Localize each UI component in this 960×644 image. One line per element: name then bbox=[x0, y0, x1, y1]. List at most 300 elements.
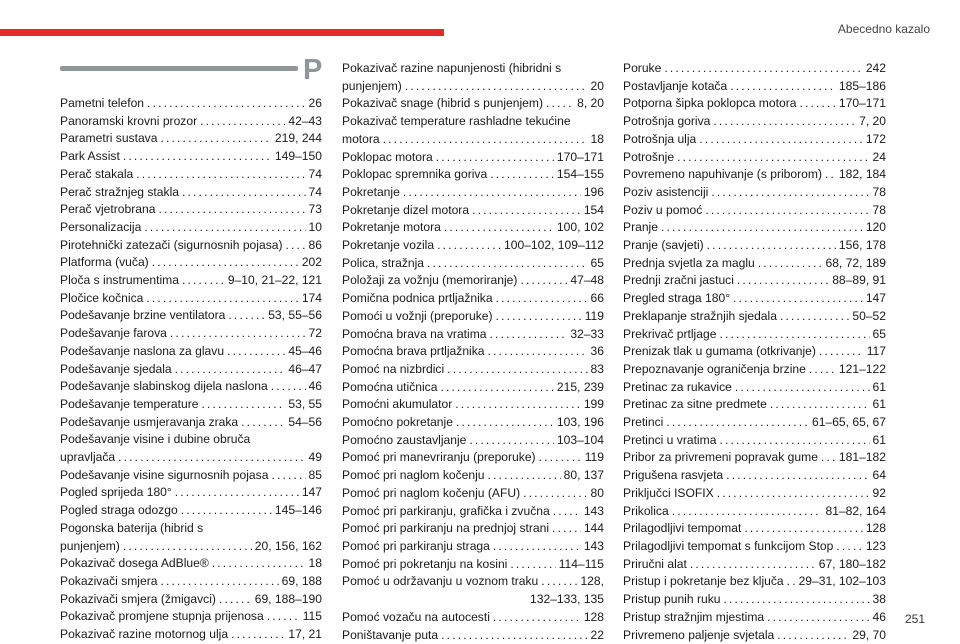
index-entry bbox=[342, 573, 604, 608]
index-row bbox=[342, 538, 604, 556]
index-entry bbox=[60, 254, 322, 272]
index-term: Pomoć u održavanju u voznom traku bbox=[342, 573, 538, 591]
dot-leader bbox=[690, 556, 816, 574]
page-reference: 80 bbox=[591, 485, 604, 503]
dot-leader bbox=[241, 414, 285, 432]
page-reference-continued: 132–133, 135 bbox=[342, 591, 604, 609]
dot-leader bbox=[403, 184, 581, 202]
index-row bbox=[623, 184, 886, 202]
dot-leader bbox=[523, 485, 587, 503]
index-entry bbox=[60, 325, 322, 343]
index-term: Pristup stražnjim mjestima bbox=[623, 609, 764, 627]
index-term: Potrošnja goriva bbox=[623, 113, 710, 131]
index-row bbox=[60, 449, 322, 467]
dot-leader bbox=[666, 414, 809, 432]
page-reference: 174 bbox=[302, 290, 322, 308]
index-row bbox=[342, 255, 604, 273]
dot-leader bbox=[780, 308, 849, 326]
dot-leader bbox=[799, 95, 835, 113]
index-entry bbox=[623, 396, 886, 414]
index-entry bbox=[342, 379, 604, 397]
index-term: Pomoćno pokretanje bbox=[342, 414, 453, 432]
index-term: Park Assist bbox=[60, 148, 120, 166]
index-entry bbox=[623, 503, 886, 521]
dot-leader bbox=[219, 591, 252, 609]
page-reference: 119 bbox=[585, 449, 604, 467]
index-row bbox=[60, 130, 322, 148]
index-row bbox=[623, 326, 886, 344]
index-row bbox=[342, 361, 604, 379]
index-entry bbox=[623, 219, 886, 237]
page-reference: 36 bbox=[591, 343, 604, 361]
page-reference: 119 bbox=[585, 308, 604, 326]
dot-leader bbox=[553, 503, 581, 521]
index-entry bbox=[623, 343, 886, 361]
index-row bbox=[60, 325, 322, 343]
page-reference: 128 bbox=[584, 609, 604, 627]
index-term: Pokretanje dizel motora bbox=[342, 202, 469, 220]
index-entry bbox=[623, 308, 886, 326]
index-row bbox=[623, 414, 886, 432]
dot-leader bbox=[227, 343, 285, 361]
index-term: Pomoćna brava prtljažnika bbox=[342, 343, 485, 361]
index-entry bbox=[60, 219, 322, 237]
dot-leader bbox=[552, 520, 581, 538]
dot-leader bbox=[707, 237, 836, 255]
index-term: Podešavanje naslona za glavu bbox=[60, 343, 224, 361]
dot-leader bbox=[123, 148, 272, 166]
dot-leader bbox=[447, 361, 587, 379]
index-entry bbox=[342, 432, 604, 450]
index-row bbox=[623, 149, 886, 167]
dot-leader bbox=[158, 201, 305, 219]
dot-leader bbox=[175, 361, 286, 379]
index-entry bbox=[342, 202, 604, 220]
index-term: Pretinac za rukavice bbox=[623, 379, 732, 397]
index-entry bbox=[342, 255, 604, 273]
page-reference: 219, 244 bbox=[275, 130, 322, 148]
dot-leader bbox=[836, 538, 862, 556]
dot-leader bbox=[490, 326, 568, 344]
page-reference: 67, 180–182 bbox=[819, 556, 886, 574]
index-term: Pogled straga odozgo bbox=[60, 502, 178, 520]
index-entry bbox=[60, 608, 322, 626]
dot-leader bbox=[767, 609, 869, 627]
page-reference: 156, 178 bbox=[839, 237, 886, 255]
index-row bbox=[60, 307, 322, 325]
dot-leader bbox=[144, 219, 305, 237]
index-row bbox=[342, 290, 604, 308]
page-reference: 172 bbox=[866, 131, 886, 149]
index-row bbox=[60, 166, 322, 184]
index-term: Pristup punih ruku bbox=[623, 591, 720, 609]
index-entry bbox=[60, 148, 322, 166]
page-reference: 120 bbox=[866, 219, 886, 237]
index-term: Pomoć pri pokretanju na kosini bbox=[342, 556, 507, 574]
index-term: Pločice kočnica bbox=[60, 290, 143, 308]
index-row bbox=[60, 272, 322, 290]
index-row bbox=[60, 113, 322, 131]
index-term: Podešavanje farova bbox=[60, 325, 167, 343]
index-entry bbox=[342, 326, 604, 344]
index-entry bbox=[60, 184, 322, 202]
dot-leader bbox=[437, 237, 501, 255]
index-term: Podešavanje slabinskog dijela naslona bbox=[60, 378, 268, 396]
dot-leader bbox=[809, 361, 836, 379]
index-term: Personalizacija bbox=[60, 219, 141, 237]
page-reference: 115 bbox=[303, 608, 322, 626]
index-entry bbox=[623, 60, 886, 78]
page-reference: 170–171 bbox=[839, 95, 886, 113]
index-row bbox=[60, 467, 322, 485]
dot-leader bbox=[212, 555, 306, 573]
index-entry bbox=[60, 343, 322, 361]
index-row bbox=[623, 255, 886, 273]
page-reference: 49 bbox=[309, 449, 322, 467]
page-reference: 53, 55 bbox=[288, 396, 322, 414]
page-reference: 65 bbox=[591, 255, 604, 273]
index-row bbox=[623, 449, 886, 467]
index-row bbox=[342, 343, 604, 361]
dot-leader bbox=[456, 414, 554, 432]
index-row bbox=[342, 449, 604, 467]
index-row bbox=[623, 432, 886, 450]
page-reference: 7, 20 bbox=[859, 113, 886, 131]
dot-leader bbox=[744, 520, 863, 538]
index-term: Pokazivači smjera (žmigavci) bbox=[60, 591, 216, 609]
dot-leader bbox=[496, 290, 588, 308]
page-reference: 143 bbox=[584, 503, 604, 521]
dot-leader bbox=[228, 307, 265, 325]
dot-leader bbox=[267, 608, 300, 626]
dot-leader bbox=[147, 95, 306, 113]
dot-leader bbox=[819, 343, 864, 361]
index-term: Podešavanje sjedala bbox=[60, 361, 172, 379]
page-reference: 8, 20 bbox=[577, 95, 604, 113]
index-term: Pomoći u vožnji (preporuke) bbox=[342, 308, 493, 326]
index-entry bbox=[342, 414, 604, 432]
index-term: Pokretanje bbox=[342, 184, 400, 202]
page-reference: 61 bbox=[873, 396, 886, 414]
index-entry bbox=[60, 467, 322, 485]
index-entry bbox=[342, 485, 604, 503]
index-row bbox=[342, 202, 604, 220]
index-row bbox=[60, 502, 322, 520]
dot-leader bbox=[488, 343, 588, 361]
page-reference: 72 bbox=[309, 325, 322, 343]
index-entry bbox=[60, 95, 322, 113]
index-row bbox=[60, 254, 322, 272]
index-term: Platforma (vuča) bbox=[60, 254, 149, 272]
index-term-line: Pokazivač razine napunjenosti (hibridni s bbox=[342, 60, 604, 78]
index-row bbox=[342, 414, 604, 432]
page-reference: 64 bbox=[873, 467, 886, 485]
index-row bbox=[60, 538, 322, 556]
page-reference: 88–89, 91 bbox=[832, 272, 886, 290]
index-row bbox=[60, 396, 322, 414]
dot-leader bbox=[730, 78, 836, 96]
index-term: Pranje (savjeti) bbox=[623, 237, 704, 255]
index-row bbox=[60, 573, 322, 591]
dot-leader bbox=[136, 166, 305, 184]
index-entry bbox=[623, 520, 886, 538]
index-term: Poziv u pomoć bbox=[623, 202, 702, 220]
page-reference: 53, 55–56 bbox=[268, 307, 322, 325]
page-reference: 100–102, 109–112 bbox=[504, 237, 604, 255]
dot-leader bbox=[661, 219, 863, 237]
index-term: Pomoć na nizbrdici bbox=[342, 361, 444, 379]
page-reference: 74 bbox=[309, 184, 322, 202]
index-row bbox=[342, 78, 604, 96]
index-entry bbox=[623, 414, 886, 432]
index-entry bbox=[623, 467, 886, 485]
dot-leader bbox=[271, 378, 306, 396]
dot-leader bbox=[539, 449, 582, 467]
index-row bbox=[60, 555, 322, 573]
index-row bbox=[342, 520, 604, 538]
page-reference: 61 bbox=[873, 432, 886, 450]
index-entry bbox=[623, 326, 886, 344]
page-reference: 121–122 bbox=[839, 361, 886, 379]
index-term: Pomoćni akumulator bbox=[342, 396, 452, 414]
index-row bbox=[623, 627, 886, 644]
page-reference: 181–182 bbox=[839, 449, 886, 467]
page-reference: 196 bbox=[584, 184, 604, 202]
index-term: Poziv asistenciji bbox=[623, 184, 708, 202]
index-row bbox=[342, 503, 604, 521]
index-entry bbox=[623, 95, 886, 113]
index-term: Perač stakala bbox=[60, 166, 133, 184]
index-entry bbox=[623, 78, 886, 96]
index-entry bbox=[623, 184, 886, 202]
dot-leader bbox=[699, 131, 863, 149]
dot-leader bbox=[440, 379, 553, 397]
index-term: Ploča s instrumentima bbox=[60, 272, 179, 290]
index-term: Potrošnje bbox=[623, 149, 674, 167]
page-reference: 242 bbox=[866, 60, 886, 78]
page-reference: 128, bbox=[580, 573, 604, 591]
page-reference: 46–47 bbox=[288, 361, 322, 379]
page-reference: 147 bbox=[302, 484, 322, 502]
page-reference: 38 bbox=[873, 591, 886, 609]
index-entry bbox=[60, 431, 322, 466]
page-reference: 182, 184 bbox=[839, 166, 886, 184]
index-term: Pokretanje motora bbox=[342, 219, 441, 237]
index-entry bbox=[342, 556, 604, 574]
page-reference: 61–65, 65, 67 bbox=[812, 414, 886, 432]
index-term: Poklopac spremnika goriva bbox=[342, 166, 487, 184]
dot-leader bbox=[719, 326, 869, 344]
index-term: upravljača bbox=[60, 449, 115, 467]
index-row bbox=[60, 414, 322, 432]
index-term: Pomoć pri parkiranju, grafička i zvučna bbox=[342, 503, 550, 521]
dot-leader bbox=[405, 78, 588, 96]
index-term: Pretinci bbox=[623, 414, 663, 432]
index-term: Pirotehnički zatezači (sigurnosnih pojasa) bbox=[60, 237, 283, 255]
index-row bbox=[623, 113, 886, 131]
dot-leader bbox=[286, 237, 306, 255]
index-row bbox=[623, 556, 886, 574]
page-reference: 147 bbox=[866, 290, 886, 308]
index-entry bbox=[60, 201, 322, 219]
dot-leader bbox=[182, 184, 306, 202]
index-row bbox=[623, 237, 886, 255]
index-row bbox=[623, 343, 886, 361]
dot-leader bbox=[152, 254, 299, 272]
index-entry bbox=[60, 237, 322, 255]
page-reference: 46 bbox=[309, 378, 322, 396]
index-entry bbox=[60, 626, 322, 644]
dot-leader bbox=[383, 131, 588, 149]
index-term: Pribor za privremeni popravak gume bbox=[623, 449, 818, 467]
index-row bbox=[342, 308, 604, 326]
index-column-2 bbox=[342, 60, 604, 644]
page-reference: 100, 102 bbox=[557, 219, 604, 237]
page-reference: 83 bbox=[591, 361, 604, 379]
index-entry bbox=[60, 591, 322, 609]
index-entry bbox=[60, 290, 322, 308]
index-entry bbox=[60, 520, 322, 555]
page-reference: 18 bbox=[309, 555, 322, 573]
page-reference: 74 bbox=[309, 166, 322, 184]
index-entry bbox=[623, 485, 886, 503]
index-row bbox=[342, 573, 604, 591]
page-reference: 123 bbox=[866, 538, 886, 556]
index-entry bbox=[623, 449, 886, 467]
index-term: Pomoć pri naglom kočenju (AFU) bbox=[342, 485, 520, 503]
index-row bbox=[60, 290, 322, 308]
page-reference: 29, 70 bbox=[852, 627, 886, 644]
dot-leader bbox=[735, 379, 870, 397]
index-entry bbox=[623, 361, 886, 379]
index-entry bbox=[342, 396, 604, 414]
page-reference: 103, 196 bbox=[557, 414, 604, 432]
index-row bbox=[342, 184, 604, 202]
page-reference: 54–56 bbox=[288, 414, 322, 432]
index-term: Pretinci u vratima bbox=[623, 432, 716, 450]
page-reference: 81–82, 164 bbox=[825, 503, 886, 521]
index-term: Prigušena rasvjeta bbox=[623, 467, 723, 485]
index-row bbox=[623, 520, 886, 538]
index-term: Pomoćno zaustavljanje bbox=[342, 432, 466, 450]
dot-leader bbox=[271, 467, 305, 485]
dot-leader bbox=[672, 503, 823, 521]
dot-leader bbox=[825, 166, 836, 184]
letter-divider bbox=[60, 66, 298, 71]
index-entry bbox=[60, 414, 322, 432]
index-term: Priključci ISOFIX bbox=[623, 485, 714, 503]
dot-leader bbox=[726, 467, 869, 485]
index-term: Pomoć pri naglom kočenju bbox=[342, 467, 485, 485]
page-reference: 65 bbox=[873, 326, 886, 344]
index-row bbox=[342, 149, 604, 167]
index-row bbox=[60, 361, 322, 379]
page-reference: 85 bbox=[309, 467, 322, 485]
page-reference: 128 bbox=[866, 520, 886, 538]
index-row bbox=[623, 60, 886, 78]
index-row bbox=[342, 237, 604, 255]
index-term: Pogled sprijeda 180° bbox=[60, 484, 172, 502]
index-entry bbox=[623, 237, 886, 255]
page-reference: 78 bbox=[873, 202, 886, 220]
page-reference: 69, 188–190 bbox=[255, 591, 322, 609]
index-term: Pristup i pokretanje bez ključa bbox=[623, 573, 784, 591]
index-row bbox=[60, 378, 322, 396]
index-entry bbox=[342, 95, 604, 113]
index-term-line: Pokazivač temperature rashladne tekućine bbox=[342, 113, 604, 131]
page-reference: 42–43 bbox=[288, 113, 322, 131]
dot-leader bbox=[469, 432, 554, 450]
index-entry bbox=[623, 432, 886, 450]
index-row bbox=[60, 237, 322, 255]
index-row bbox=[623, 609, 886, 627]
index-row bbox=[623, 290, 886, 308]
dot-leader bbox=[717, 485, 870, 503]
index-term: Pomoćna brava na vratima bbox=[342, 326, 487, 344]
index-entry bbox=[342, 609, 604, 627]
dot-leader bbox=[787, 573, 796, 591]
dot-leader bbox=[182, 272, 225, 290]
dot-leader bbox=[175, 484, 299, 502]
index-row bbox=[342, 272, 604, 290]
index-entry bbox=[342, 290, 604, 308]
page-reference: 154 bbox=[584, 202, 604, 220]
index-term: Pregled straga 180° bbox=[623, 290, 730, 308]
index-row bbox=[342, 467, 604, 485]
index-entry bbox=[623, 255, 886, 273]
dot-leader bbox=[541, 573, 577, 591]
index-entry bbox=[623, 538, 886, 556]
page-reference: 92 bbox=[873, 485, 886, 503]
index-term: Pokretanje vozila bbox=[342, 237, 434, 255]
index-term: Pretinac za sitne predmete bbox=[623, 396, 767, 414]
index-term: Pomoć pri parkiranju na prednjoj strani bbox=[342, 520, 549, 538]
index-term: Prekrivač prtljage bbox=[623, 326, 716, 344]
dot-leader bbox=[520, 272, 567, 290]
dot-leader bbox=[231, 626, 285, 644]
index-term: Pokazivač dosega AdBlue® bbox=[60, 555, 209, 573]
index-entry bbox=[623, 556, 886, 574]
index-row bbox=[60, 484, 322, 502]
dot-leader bbox=[160, 573, 278, 591]
dot-leader bbox=[427, 255, 588, 273]
page-reference: 215, 239 bbox=[557, 379, 604, 397]
dot-leader bbox=[181, 502, 272, 520]
dot-leader bbox=[123, 538, 252, 556]
page-reference: 80, 137 bbox=[564, 467, 604, 485]
index-term: Prilagodljivi tempomat bbox=[623, 520, 741, 538]
dot-leader bbox=[546, 95, 574, 113]
dot-leader bbox=[455, 396, 581, 414]
index-term: Podešavanje visine sigurnosnih pojasa bbox=[60, 467, 268, 485]
index-term: Privremeno paljenje svjetala bbox=[623, 627, 774, 644]
index-entry bbox=[342, 467, 604, 485]
index-row bbox=[60, 608, 322, 626]
page-reference: 86 bbox=[309, 237, 322, 255]
index-entry bbox=[342, 184, 604, 202]
index-term-line: Podešavanje visine i dubine obruča bbox=[60, 431, 322, 449]
index-entry bbox=[342, 520, 604, 538]
index-row bbox=[60, 219, 322, 237]
index-entry bbox=[623, 166, 886, 184]
index-row bbox=[623, 308, 886, 326]
index-term: motora bbox=[342, 131, 380, 149]
dot-leader bbox=[493, 609, 581, 627]
page-reference: 47–48 bbox=[570, 272, 604, 290]
index-term: Podešavanje brzine ventilatora bbox=[60, 307, 225, 325]
index-row bbox=[623, 272, 886, 290]
dot-leader bbox=[436, 149, 554, 167]
